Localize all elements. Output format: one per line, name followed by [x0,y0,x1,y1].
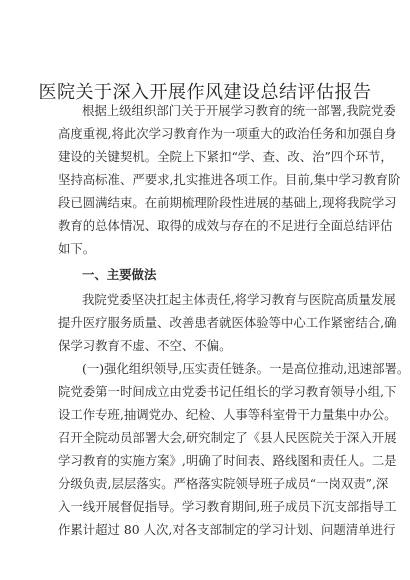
paragraph-line: 高度重视,将此次学习教育作为一项重大的政治任务和加强自身 [58,126,397,141]
section-heading: 一、主要做法 [82,267,157,282]
paragraph-line: 学习教育的实施方案》,明确了时间表、路线图和责任人。二是 [58,453,397,468]
paragraph-line: 保学习教育不虚、不空、不偏。 [58,338,232,353]
paragraph-line: 建设的关键契机。全院上下紧扣“学、查、改、治”四个环节， [58,149,393,164]
document-title: 医院关于深入开展作风建设总结评估报告 [38,82,372,103]
paragraph-line: 教育的总体情况、取得的成效与存在的不足进行全面总结评估 [58,218,393,233]
paragraph-line: 分级负责,层层落实。严格落实院领导班子成员“一岗双责”,深 [58,476,389,491]
paragraph-line: 设工作专班,抽调党办、纪检、人事等科室骨干力量集中办公。 [58,407,397,422]
paragraph-line: (一)强化组织领导,压实责任链条。一是高位推动,迅速部署。 [82,361,410,376]
paragraph-line: 坚持高标准、严要求,扎实推进各项工作。目前,集中学习教育阶 [58,172,401,187]
paragraph-line: 提升医疗服务质量、改善患者就医体验等中心工作紧密结合,确 [58,315,397,330]
paragraph-line: 根据上级组织部门关于开展学习教育的统一部署,我院党委 [82,103,396,118]
paragraph-line: 如下。 [58,241,96,256]
paragraph-line: 作累计超过 80 人次,对各支部制定的学习计划、问题清单进行 [58,522,396,537]
paragraph-line: 院党委第一时间成立由党委书记任组长的学习教育领导小组,下 [58,384,397,399]
paragraph-line: 我院党委坚决扛起主体责任,将学习教育与医院高质量发展 [82,292,396,307]
paragraph-line: 段已圆满结束。在前期梳理阶段性进展的基础上,现将我院学习 [58,195,397,210]
paragraph-line: 入一线开展督促指导。学习教育期间,班子成员下沉支部指导工 [58,499,397,514]
paragraph-line: 召开全院动员部署大会,研究制定了《县人民医院关于深入开展 [58,430,397,445]
